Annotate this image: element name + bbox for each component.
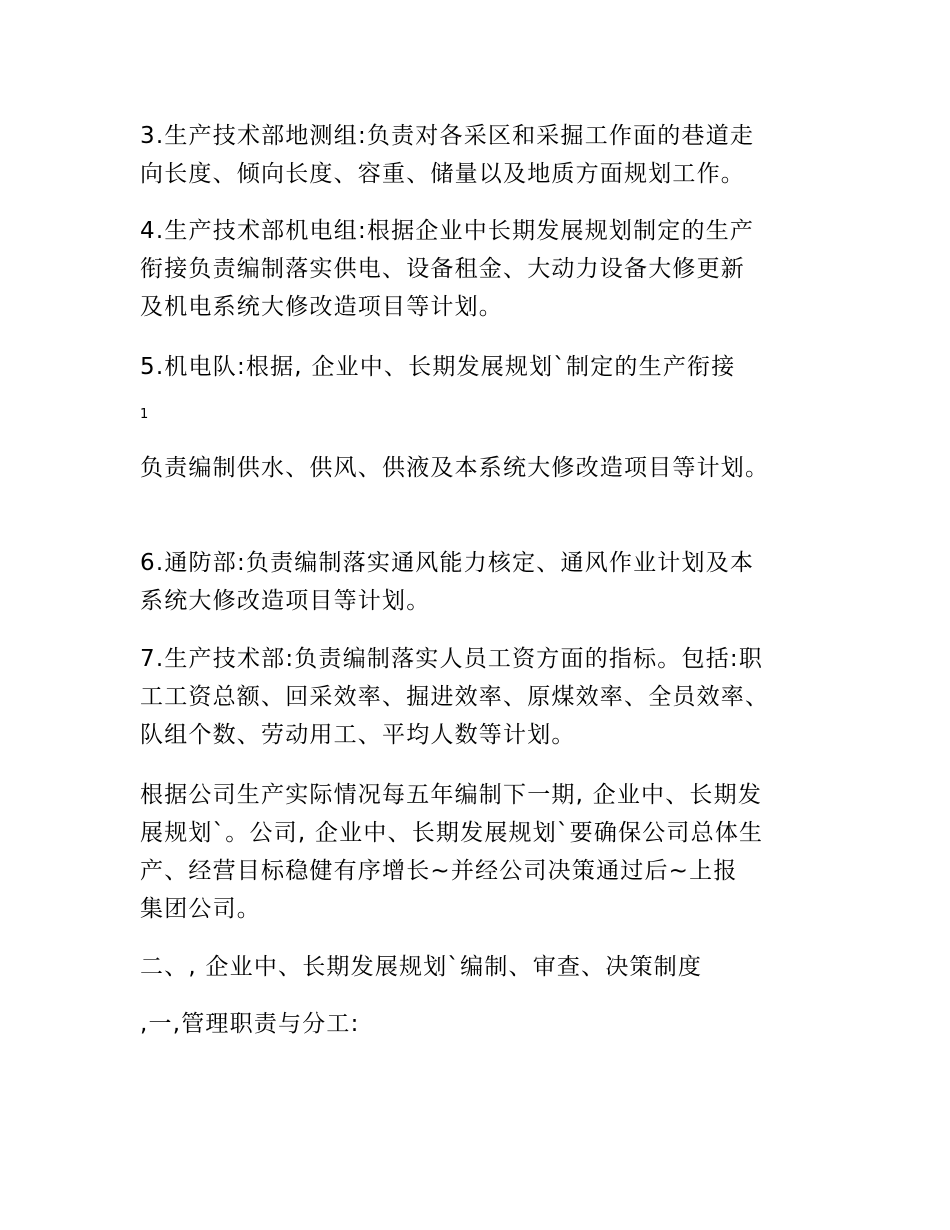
paragraph-3-geology-survey — [140, 117, 820, 193]
paragraph-5-electromechanical-team — [140, 348, 820, 386]
paragraph-7-production-tech — [140, 640, 820, 754]
text-line: 二、, 企业中、长期发展规划`编制、审查、决策制度 — [140, 954, 703, 980]
text-line: 7.生产技术部:负责编制落实人员工资方面的指标。包括:职 — [140, 646, 764, 672]
text-line: 向长度、倾向长度、容重、储量以及地质方面规划工作。 — [140, 161, 745, 187]
text-line: 负责编制供水、供风、供液及本系统大修改造项目等计划。 — [140, 455, 770, 481]
text-line: 集团公司。 — [140, 896, 261, 922]
text-line: 6.通防部:负责编制落实通风能力核定、通风作业计划及本 — [140, 550, 755, 576]
paragraph-five-year-plan — [140, 776, 820, 928]
text-line: 系统大修改造项目等计划。 — [140, 588, 431, 614]
text-line: 根据公司生产实际情况每五年编制下一期, 企业中、长期发 — [140, 782, 763, 808]
text-line: 3.生产技术部地测组:负责对各采区和采掘工作面的巷道走 — [140, 123, 755, 149]
paragraph-5-continuation — [140, 449, 820, 487]
text-line: 5.机电队:根据, 企业中、长期发展规划`制定的生产衔接 — [140, 354, 736, 380]
text-line: 工工资总额、回采效率、掘进效率、原煤效率、全员效率、 — [140, 684, 770, 710]
paragraph-4-electromechanical-group — [140, 212, 820, 326]
text-line: 队组个数、劳动用工、平均人数等计划。 — [140, 722, 576, 748]
subsection-heading-1 — [140, 1005, 820, 1043]
text-line: ,一,管理职责与分工: — [140, 1011, 360, 1037]
paragraph-6-ventilation — [140, 544, 820, 620]
text-line: 产、经营目标稳健有序增长~并经公司决策通过后~上报 — [140, 858, 738, 884]
text-line: 4.生产技术部机电组:根据企业中长期发展规划制定的生产 — [140, 218, 755, 244]
text-line: 及机电系统大修改造项目等计划。 — [140, 294, 503, 320]
text-line: 展规划`。公司, 企业中、长期发展规划`要确保公司总体生 — [140, 820, 764, 846]
section-heading-2 — [140, 948, 820, 986]
footnote-marker: 1 — [140, 407, 149, 422]
text-line: 衔接负责编制落实供电、设备租金、大动力设备大修更新 — [140, 256, 745, 282]
